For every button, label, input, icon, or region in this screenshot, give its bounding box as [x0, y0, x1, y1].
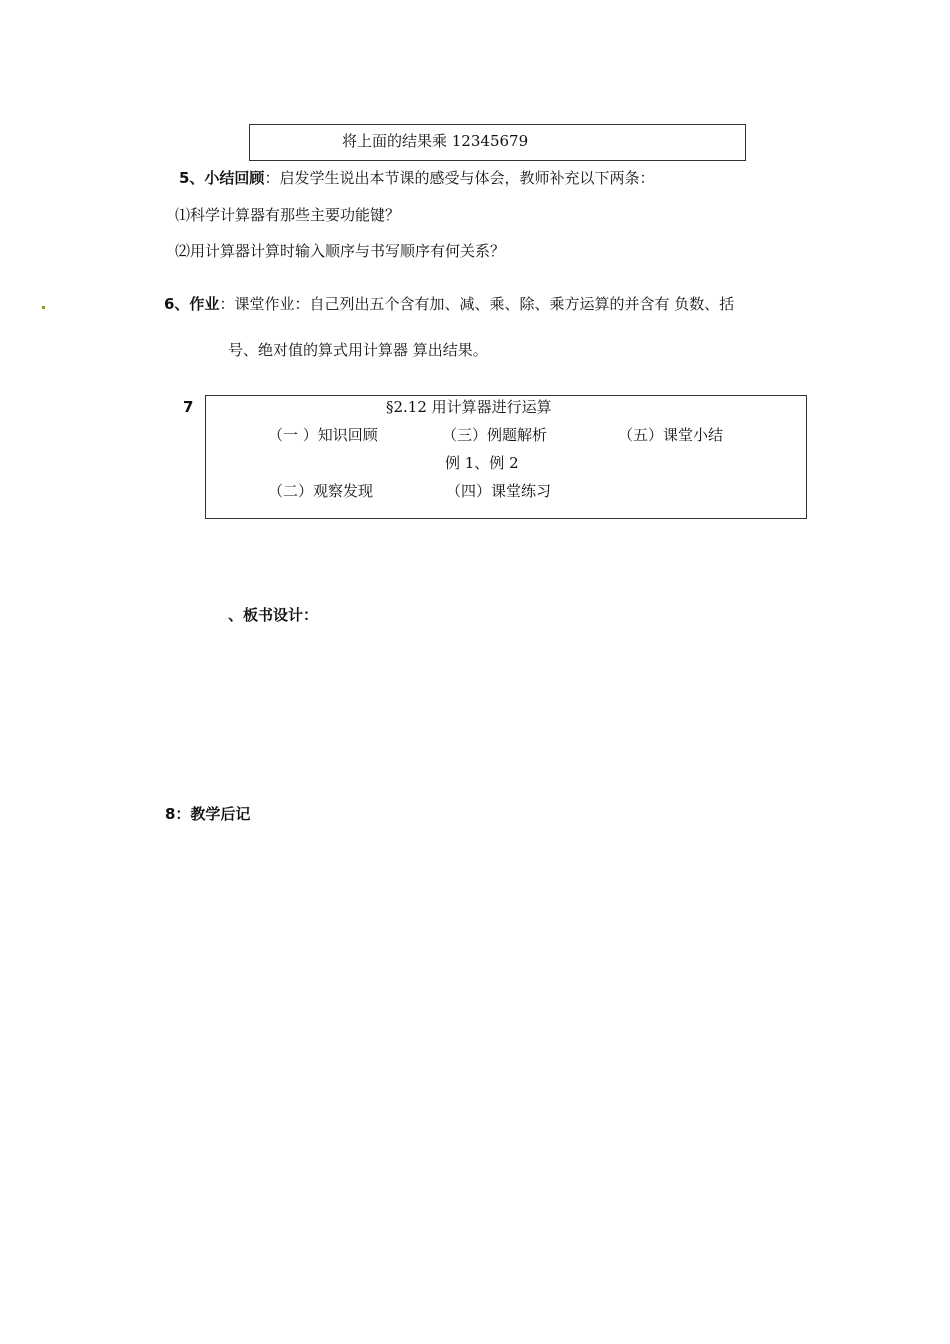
result-box-text: 将上面的结果乘 12345679	[342, 132, 529, 150]
result-box	[249, 124, 746, 161]
section-8-label: 8：教学后记	[165, 805, 251, 823]
section-6-line-2: 号、绝对值的算式用计算器 算出结果。	[228, 341, 488, 359]
board-item-4: （四）课堂练习	[446, 482, 552, 500]
board-item-2: （二）观察发现	[268, 482, 374, 500]
section-6-colon: ：	[219, 295, 235, 313]
section-6-text-1: 课堂作业：自己列出五个含有加、减、乘、除、乘方运算的并含有 负数、括	[234, 295, 735, 313]
board-examples: 例 1、例 2	[445, 454, 519, 472]
section-5-line	[179, 167, 654, 188]
section-5-colon: ：	[264, 169, 280, 187]
section-5-item-1: ⑴科学计算器有那些主要功能键？	[175, 206, 401, 224]
section-5-item-2: ⑵用计算器计算时输入顺序与书写顺序有何关系？	[175, 242, 506, 260]
section-5-heading: 5、小结回顾	[179, 169, 265, 187]
board-title: §2.12 用计算器进行运算	[386, 398, 552, 416]
section-5-intro: 启发学生说出本节课的感受与体会，教师补充以下两条：	[279, 169, 655, 187]
board-item-5: （五）课堂小结	[618, 426, 724, 444]
section-6-heading: 6、作业	[164, 295, 220, 313]
speck-mark	[42, 306, 45, 309]
section-7-number: 7	[183, 398, 194, 416]
board-design-box	[205, 395, 807, 519]
section-6-line-1	[164, 293, 734, 314]
board-design-label: 、板书设计：	[228, 606, 319, 624]
board-item-3: （三）例题解析	[442, 426, 548, 444]
board-item-1: （一 ）知识回顾	[268, 426, 378, 444]
